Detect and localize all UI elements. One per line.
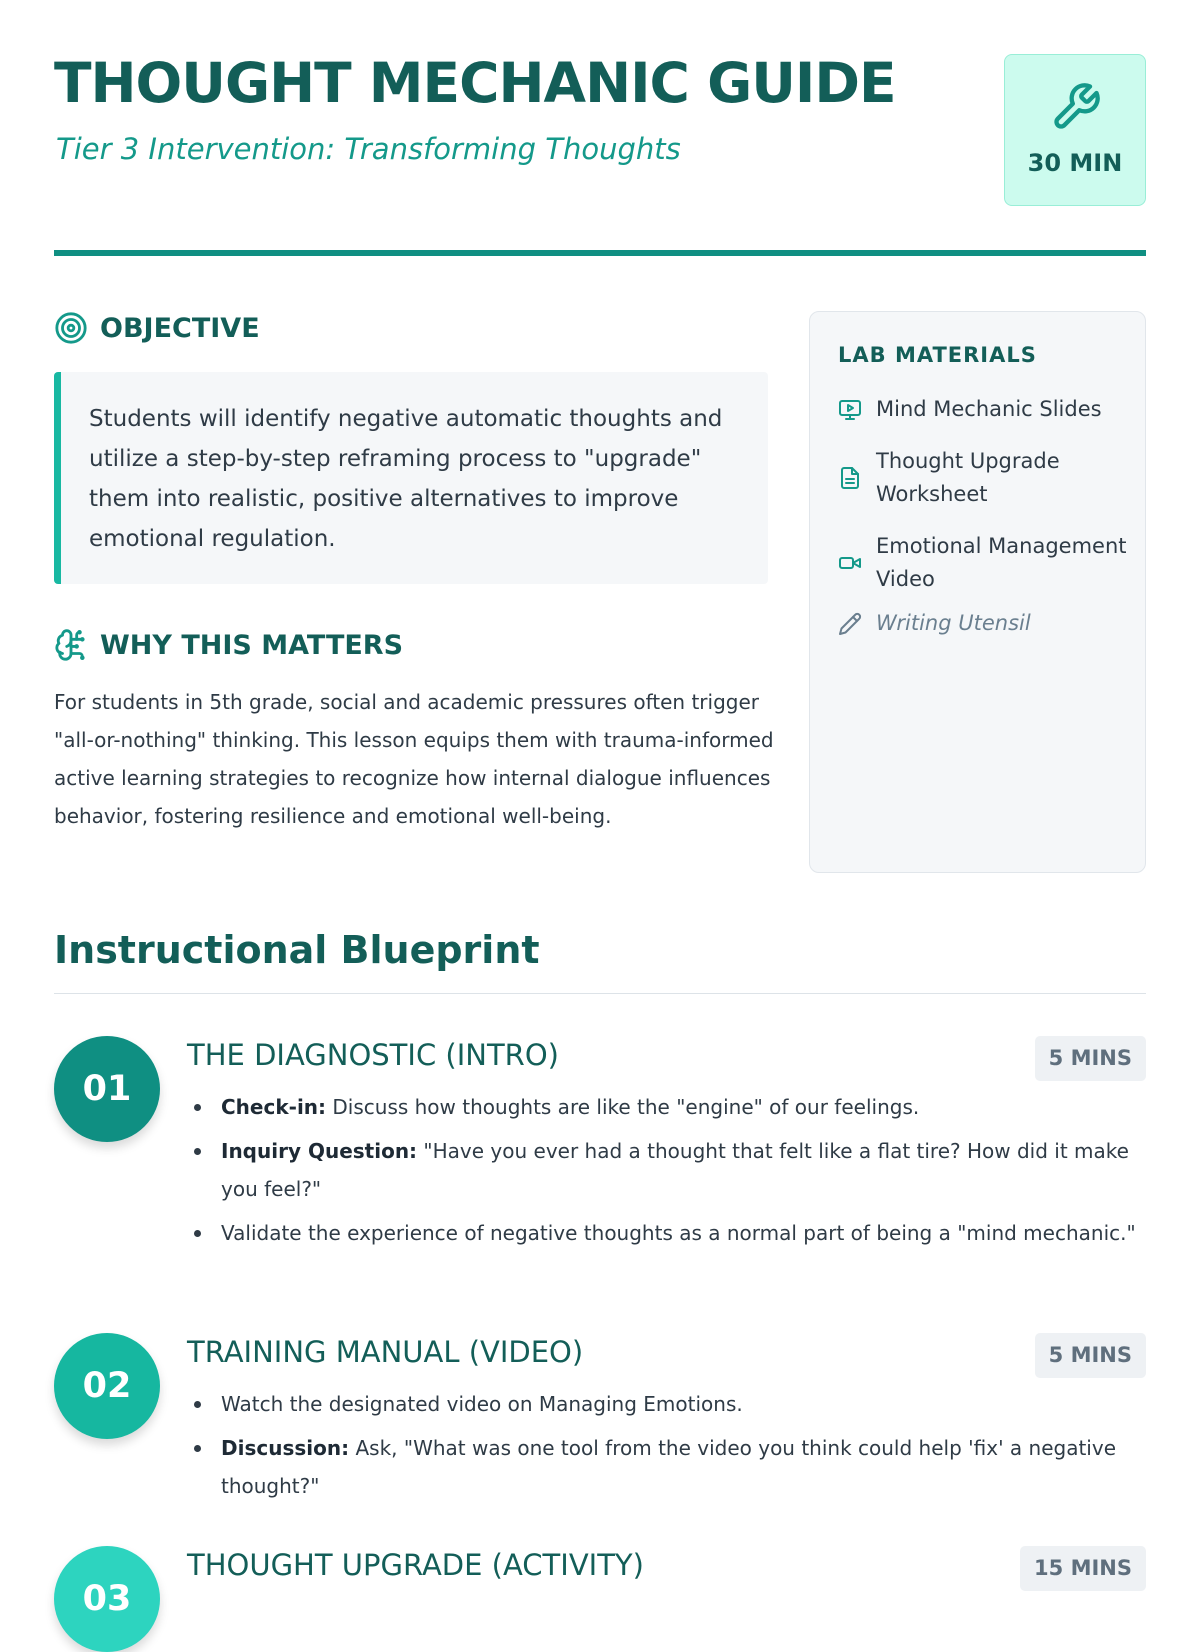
presentation-icon <box>838 398 862 422</box>
step-bullet <box>187 1385 1157 1423</box>
step-bullet <box>187 1088 1157 1126</box>
objective-heading-label: OBJECTIVE <box>100 312 260 344</box>
lesson-guide-page <box>54 0 1146 1619</box>
material-label: Writing Utensil <box>876 611 1031 635</box>
blueprint-divider <box>54 993 1146 994</box>
document-icon <box>838 466 862 490</box>
bullet-label: Discussion: <box>221 1436 350 1460</box>
step-number: 02 <box>54 1333 160 1439</box>
material-item <box>838 530 1128 596</box>
why-text: For students in 5th grade, social and academic pressures often trigger "all-or-nothing" thinking. This lesson equips them with trauma-informed active learning strategies to recognize how internal dialogue influences behavior, fostering resilience and emotional well-being. <box>54 690 774 828</box>
objective-heading <box>54 311 260 345</box>
bullet-text: Discuss how thoughts are like the "engine" of our feelings. <box>326 1095 920 1119</box>
material-label: Mind Mechanic Slides <box>876 397 1102 421</box>
bullet-label: Check-in: <box>221 1095 327 1119</box>
material-item <box>838 607 1128 640</box>
step-number: 01 <box>54 1036 160 1142</box>
objective-text: Students will identify negative automatic thoughts and utilize a step-by-step reframing process to "upgrade" them into realistic, positive alternatives to improve emotional regulation. <box>54 372 768 584</box>
material-label: Emotional Management Video <box>876 534 1127 591</box>
lab-materials-panel <box>809 311 1146 873</box>
pencil-icon <box>838 612 862 636</box>
bullet-text: Ask, "What was one tool from the video you think could help 'fix' a negative thought?" <box>221 1436 1117 1498</box>
step-bullet <box>187 1214 1157 1252</box>
page-subtitle: Tier 3 Intervention: Transforming Thoughts <box>56 132 681 166</box>
bullet-label: Inquiry Question: <box>221 1139 418 1163</box>
material-item <box>838 445 1128 511</box>
page-title: THOUGHT MECHANIC GUIDE <box>54 51 896 115</box>
material-item <box>838 393 1128 426</box>
duration-label: 30 MIN <box>1027 149 1123 177</box>
step-title: TRAINING MANUAL (VIDEO) <box>187 1335 584 1369</box>
brain-icon <box>54 628 88 662</box>
step-title: THOUGHT UPGRADE (ACTIVITY) <box>187 1548 644 1582</box>
step-title: THE DIAGNOSTIC (INTRO) <box>187 1038 559 1072</box>
bullet-text: Validate the experience of negative thoughts as a normal part of being a "mind mechanic." <box>221 1221 1136 1245</box>
blueprint-heading: Instructional Blueprint <box>54 928 540 972</box>
wrench-icon <box>1050 81 1102 133</box>
step-bullet <box>187 1132 1157 1208</box>
guide-header <box>54 52 1146 242</box>
why-heading <box>54 628 403 662</box>
step-duration-badge: 5 MINS <box>1035 1333 1146 1378</box>
target-icon <box>54 311 88 345</box>
header-divider <box>54 250 1146 256</box>
why-heading-label: WHY THIS MATTERS <box>100 629 404 661</box>
step-duration-badge: 5 MINS <box>1035 1036 1146 1081</box>
step-bullet-list <box>187 1385 1157 1511</box>
step-duration-badge: 15 MINS <box>1020 1546 1146 1591</box>
step-number: 03 <box>54 1546 160 1652</box>
bullet-text: "Have you ever had a thought that felt like a flat tire? How did it make you feel?" <box>221 1139 1129 1201</box>
material-label: Thought Upgrade Worksheet <box>876 449 1060 506</box>
step-bullet-list <box>187 1088 1157 1258</box>
duration-badge <box>1004 54 1146 206</box>
step-bullet <box>187 1429 1157 1505</box>
video-icon <box>838 551 862 575</box>
lab-materials-heading: LAB MATERIALS <box>838 343 1037 367</box>
bullet-text: Watch the designated video on Managing Emotions. <box>221 1392 743 1416</box>
